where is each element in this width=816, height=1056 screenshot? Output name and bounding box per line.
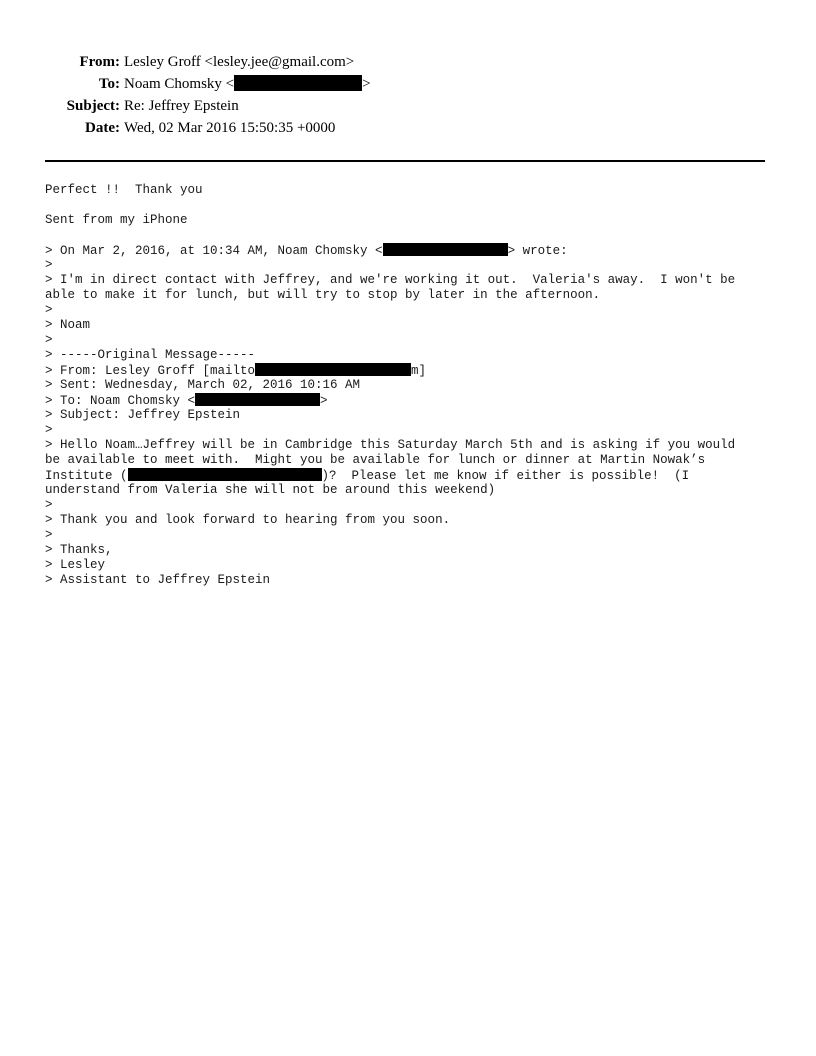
header-subject-row xyxy=(0,96,816,116)
quoted-line: > Sent: Wednesday, March 02, 2016 10:16 AM xyxy=(45,378,361,392)
quoted-line: > xyxy=(45,528,53,542)
header-to-row xyxy=(0,74,816,94)
message-body xyxy=(45,183,775,588)
quoted-line: > Subject: Jeffrey Epstein xyxy=(45,408,241,422)
quoted-line: > xyxy=(45,303,53,317)
quoted-line: > xyxy=(45,498,53,512)
to-prefix: Noam Chomsky < xyxy=(124,76,235,92)
quoted-line: Institute ( )? Please let me know if either is possible! (I xyxy=(45,469,690,483)
date-label: Date: xyxy=(85,120,120,136)
quoted-line: > Hello Noam…Jeffrey will be in Cambridge this Saturday March 5th and is asking if you would xyxy=(45,438,736,452)
from-value: Lesley Groff <lesley.jee@gmail.com> xyxy=(124,54,355,70)
quoted-line: > Thank you and look forward to hearing from you soon. xyxy=(45,513,451,527)
quoted-line: > xyxy=(45,423,53,437)
quoted-line: > Assistant to Jeffrey Epstein xyxy=(45,573,271,587)
redaction-box xyxy=(383,243,508,256)
date-value: Wed, 02 Mar 2016 15:50:35 +0000 xyxy=(124,120,336,136)
to-label: To: xyxy=(98,76,120,92)
subject-value: Re: Jeffrey Epstein xyxy=(124,98,239,114)
to-suffix: > xyxy=(362,76,371,92)
header-divider xyxy=(45,160,765,162)
redaction-box xyxy=(255,363,411,376)
quoted-line: > On Mar 2, 2016, at 10:34 AM, Noam Chomsky < > wrote: xyxy=(45,244,568,258)
quoted-line: > To: Noam Chomsky < > xyxy=(45,394,328,408)
quoted-line: > From: Lesley Groff [mailto m] xyxy=(45,364,427,378)
quoted-line: > I'm in direct contact with Jeffrey, and we're working it out. Valeria's away. I won't be xyxy=(45,273,736,287)
subject-label: Subject: xyxy=(66,98,120,114)
body-line: Perfect !! Thank you xyxy=(45,183,203,197)
quoted-line: able to make it for lunch, but will try to stop by later in the afternoon. xyxy=(45,288,601,302)
quoted-line: > Thanks, xyxy=(45,543,113,557)
from-label: From: xyxy=(79,54,120,70)
quoted-line: > Noam xyxy=(45,318,91,332)
quoted-line: > xyxy=(45,333,53,347)
quoted-line: > xyxy=(45,258,53,272)
quoted-line: > -----Original Message----- xyxy=(45,348,256,362)
header-from-row xyxy=(0,52,816,72)
header-date-row xyxy=(0,118,816,138)
quoted-line: be available to meet with. Might you be available for lunch or dinner at Martin Nowak’s xyxy=(45,453,706,467)
quoted-line: understand from Valeria she will not be around this weekend) xyxy=(45,483,496,497)
body-line: Sent from my iPhone xyxy=(45,213,188,227)
quoted-line: > Lesley xyxy=(45,558,106,572)
redaction-box xyxy=(195,393,320,406)
to-value xyxy=(124,74,371,94)
redaction-box xyxy=(128,468,322,481)
redaction-box xyxy=(234,75,362,91)
